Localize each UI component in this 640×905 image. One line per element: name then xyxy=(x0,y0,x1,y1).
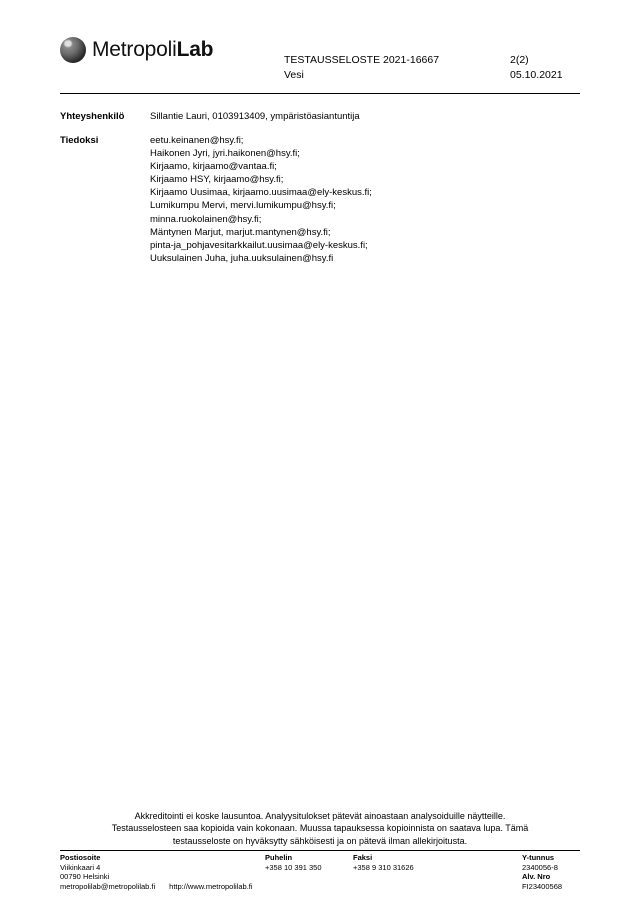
footer-disclaimer-line: testausseloste on hyväksytty sähköisesti ja on pätevä ilman allekirjoitusta. xyxy=(172,835,468,846)
footer-disclaimer-line: Testausselosteen saa kopioida vain kokonaan. Muussa tapauksessa kopioinnista on saatava lupa. Tämä xyxy=(111,823,529,834)
footer-contact-links xyxy=(60,882,260,892)
footer-business-id-heading: Y-tunnus xyxy=(522,853,555,862)
footer-address-heading: Postiosoite xyxy=(60,853,101,862)
logo-wordmark xyxy=(92,38,213,62)
footer-vat-value: FI23400568 xyxy=(522,881,563,891)
cc-recipient: Uuksulainen Juha, juha.uuksulainen@hsy.fi xyxy=(150,252,334,264)
cc-recipient: Haikonen Jyri, jyri.haikonen@hsy.fi; xyxy=(150,148,300,160)
cc-recipient: pinta-ja_pohjavesitarkkailut.uusimaa@ely-keskus.fi; xyxy=(150,239,368,251)
footer-phone-column xyxy=(265,853,350,872)
footer-fax-column xyxy=(353,853,463,872)
logo-text-light: Metropoli xyxy=(92,38,177,61)
footer-address-line1: Viikinkaari 4 xyxy=(60,862,101,872)
contact-person-value: Sillantie Lauri, 0103913409, ympäristöasiantuntija xyxy=(150,111,360,122)
cc-recipient: minna.ruokolainen@hsy.fi; xyxy=(150,213,262,225)
cc-recipient: Lumikumpu Mervi, mervi.lumikumpu@hsy.fi; xyxy=(150,200,336,212)
document-meta-block xyxy=(510,53,563,83)
footer-disclaimer xyxy=(60,810,580,847)
document-subtitle: Vesi xyxy=(284,69,304,81)
footer-divider xyxy=(60,850,580,851)
page-number: 2(2) xyxy=(510,54,529,66)
document-title: TESTAUSSELOSTE 2021-16667 xyxy=(284,54,440,66)
footer-disclaimer-line: Akkreditointi ei koske lausuntoa. Analyysitulokset pätevät ainoastaan analysoiduille näytteille. xyxy=(134,811,506,821)
contact-person-label: Yhteyshenkilö xyxy=(60,111,125,122)
footer-phone-value: +358 10 391 350 xyxy=(265,862,322,872)
footer-vat-heading: Alv. Nro xyxy=(522,872,551,882)
header-divider xyxy=(60,93,580,94)
footer-fax-value: +358 9 310 31626 xyxy=(353,862,414,872)
logo-text-bold: Lab xyxy=(176,38,214,61)
cc-recipient: Kirjaamo, kirjaamo@vantaa.fi; xyxy=(150,161,277,173)
footer-email[interactable]: metropolilab@metropolilab.fi xyxy=(60,881,156,891)
document-title-block xyxy=(284,53,439,83)
footer-address-column xyxy=(60,853,260,891)
footer-phone-heading: Puhelin xyxy=(265,853,293,862)
footer-fax-heading: Faksi xyxy=(353,853,373,862)
cc-recipient-list xyxy=(150,134,372,265)
cc-recipient: Kirjaamo Uusimaa, kirjaamo.uusimaa@ely-keskus.fi; xyxy=(150,187,372,199)
document-header xyxy=(60,33,580,89)
sphere-logo-icon xyxy=(60,37,86,63)
footer-business-column xyxy=(522,853,640,891)
cc-recipient: Kirjaamo HSY, kirjaamo@hsy.fi; xyxy=(150,174,284,186)
metropolilab-logo xyxy=(60,33,213,67)
cc-recipient: eetu.keinanen@hsy.fi; xyxy=(150,135,244,146)
cc-recipient: Mäntynen Marjut, marjut.mantynen@hsy.fi; xyxy=(150,226,331,238)
footer-columns xyxy=(60,853,580,901)
footer-website[interactable]: http://www.metropolilab.fi xyxy=(169,881,253,891)
document-date: 05.10.2021 xyxy=(510,69,563,81)
footer-address-line2: 00790 Helsinki xyxy=(60,872,110,882)
footer-business-id-value: 2340056-8 xyxy=(522,862,558,872)
cc-label: Tiedoksi xyxy=(60,135,99,146)
